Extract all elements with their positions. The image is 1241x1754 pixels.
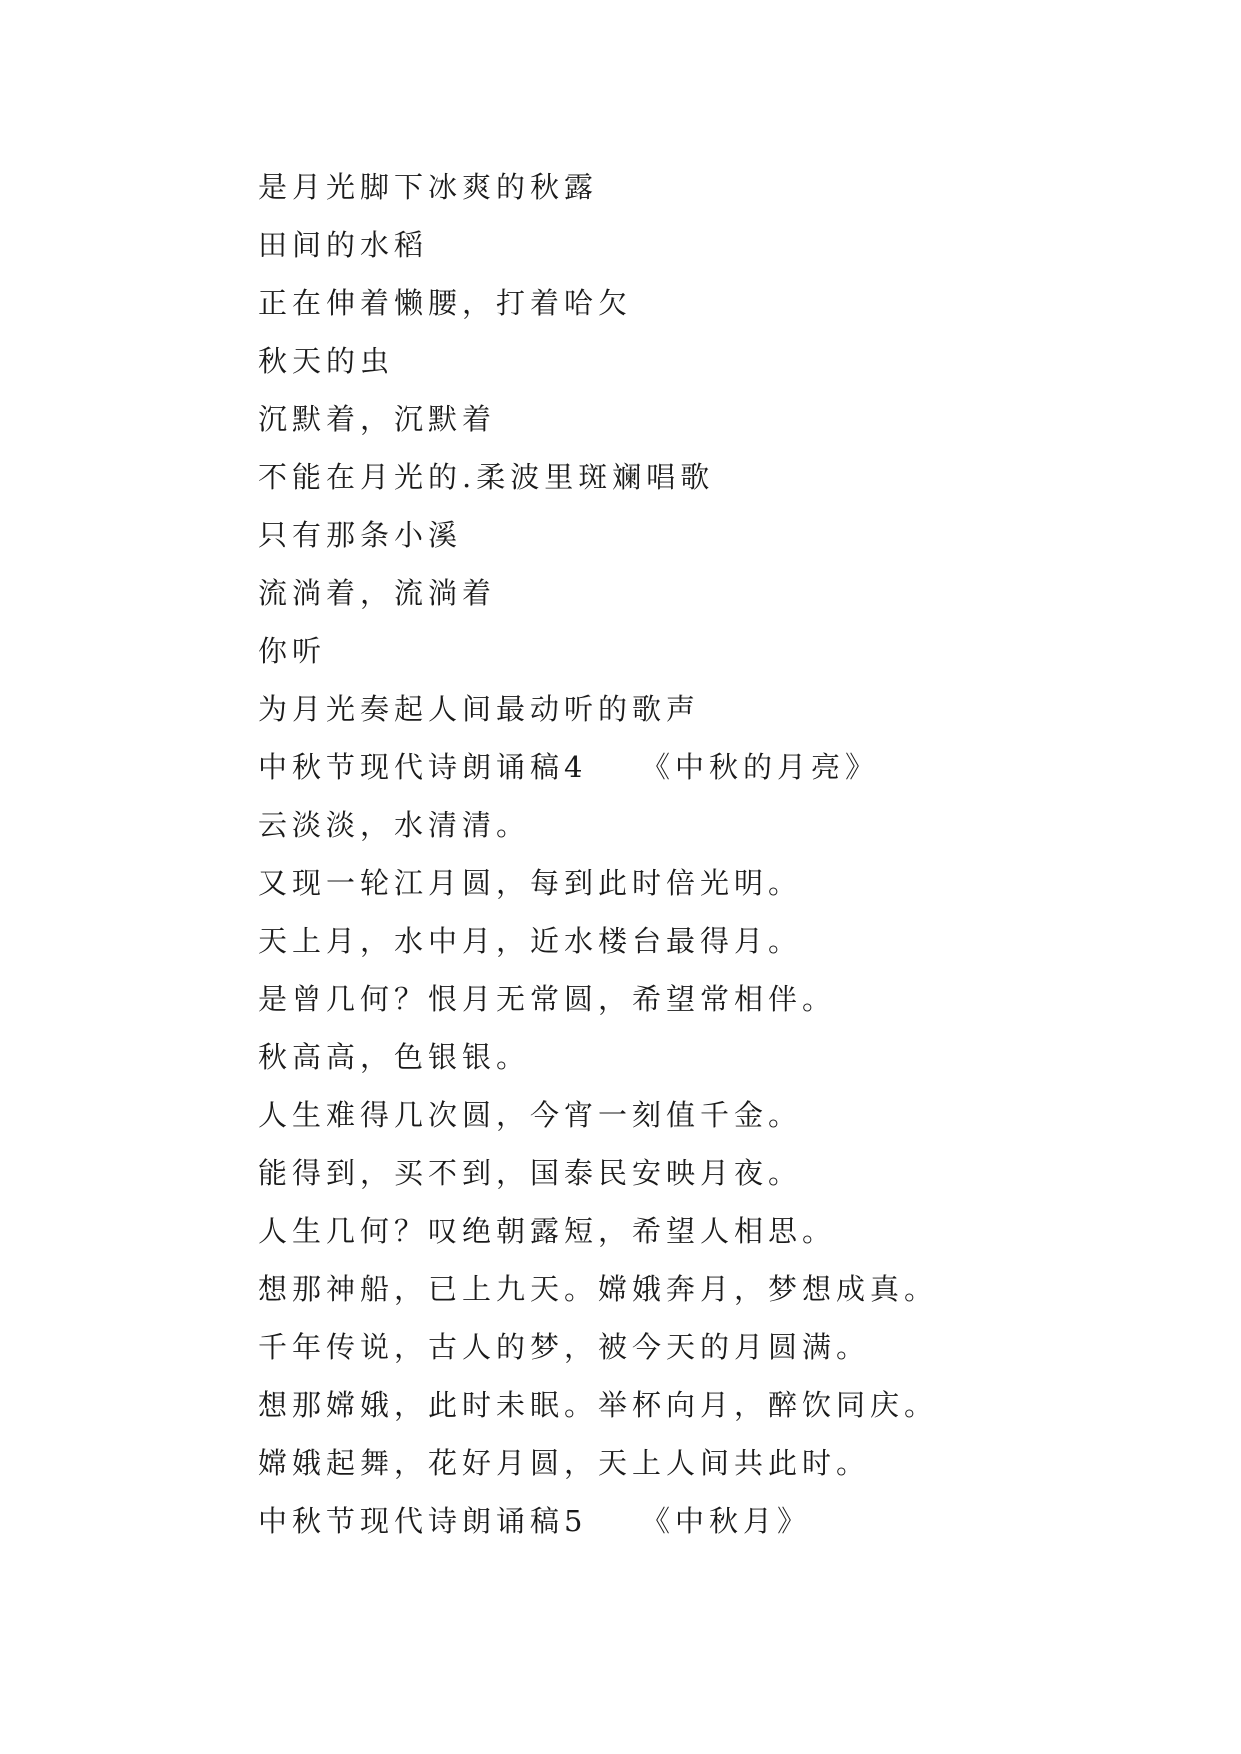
section-heading-line: 中秋节现代诗朗诵稿5 《中秋月》 <box>258 1504 811 1538</box>
text-line: 沉默着，沉默着 <box>258 402 497 436</box>
text-line: 你听 <box>258 634 327 668</box>
text-line: 是月光脚下冰爽的秋露 <box>258 170 599 204</box>
text-line: 嫦娥起舞，花好月圆，天上人间共此时。 <box>258 1446 871 1480</box>
text-line: 正在伸着懒腰，打着哈欠 <box>258 286 633 320</box>
text-line: 云淡淡，水清清。 <box>258 808 531 842</box>
text-line: 秋高高，色银银。 <box>258 1040 531 1074</box>
section-heading-line: 中秋节现代诗朗诵稿4 《中秋的月亮》 <box>258 750 879 784</box>
text-line: 人生难得几次圆，今宵一刻值千金。 <box>258 1098 803 1132</box>
text-line: 为月光奏起人间最动听的歌声 <box>258 692 701 726</box>
text-line: 不能在月光的.柔波里斑斓唱歌 <box>258 460 715 494</box>
text-line: 能得到，买不到，国泰民安映月夜。 <box>258 1156 803 1190</box>
text-line: 人生几何？叹绝朝露短，希望人相思。 <box>258 1214 837 1248</box>
text-line: 田间的水稻 <box>258 228 429 262</box>
text-line: 秋天的虫 <box>258 344 395 378</box>
text-line: 千年传说，古人的梦，被今天的月圆满。 <box>258 1330 871 1364</box>
text-line: 又现一轮江月圆，每到此时倍光明。 <box>258 866 803 900</box>
text-line: 想那神船，已上九天。嫦娥奔月，梦想成真。 <box>258 1272 939 1306</box>
text-line: 想那嫦娥，此时未眠。举杯向月，醉饮同庆。 <box>258 1388 939 1422</box>
poem-text-block <box>258 158 1158 1550</box>
text-line: 是曾几何？恨月无常圆，希望常相伴。 <box>258 982 837 1016</box>
text-line: 只有那条小溪 <box>258 518 463 552</box>
text-line: 流淌着，流淌着 <box>258 576 497 610</box>
text-line: 天上月，水中月，近水楼台最得月。 <box>258 924 803 958</box>
